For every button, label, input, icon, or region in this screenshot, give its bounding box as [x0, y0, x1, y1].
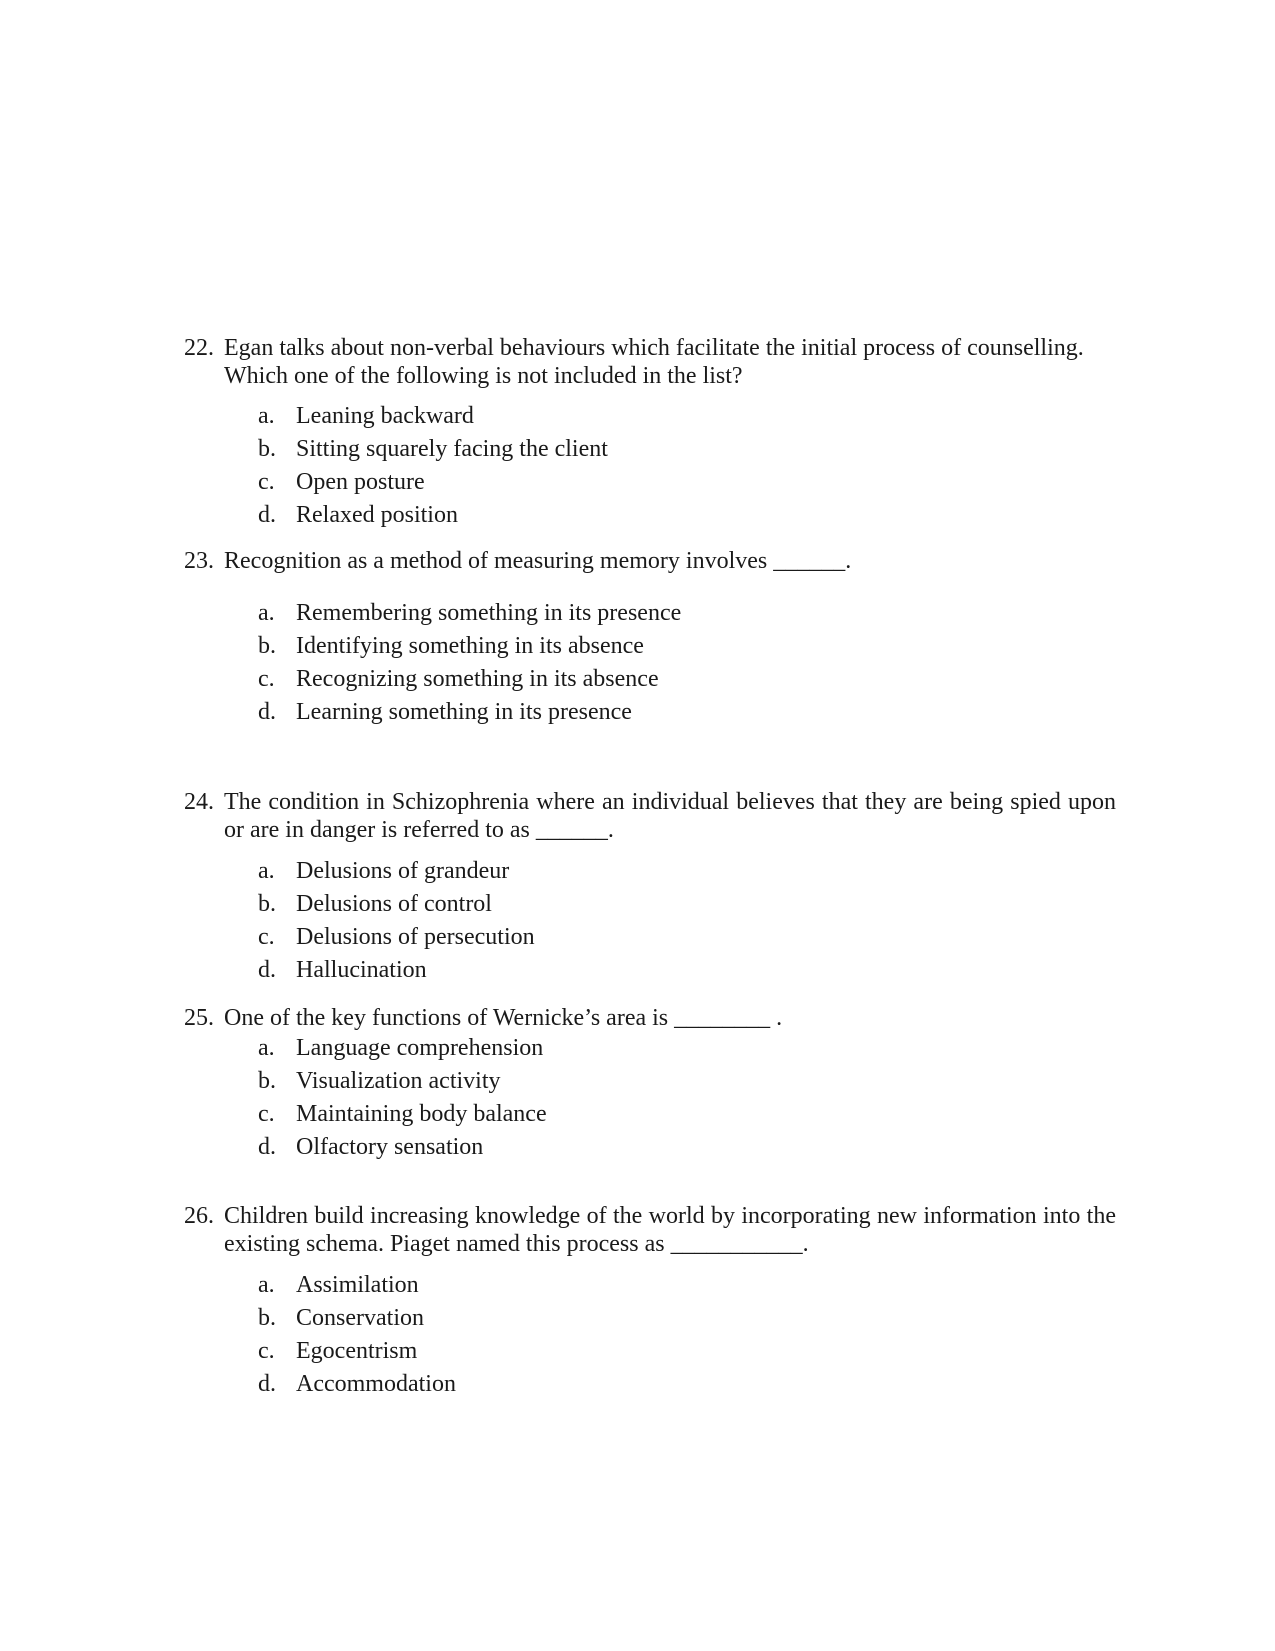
question-26: [184, 1202, 1116, 1258]
option-letter: d.: [258, 699, 276, 725]
option-text: Recognizing something in its absence: [296, 666, 659, 692]
option-text: Maintaining body balance: [296, 1101, 547, 1127]
option-letter: a.: [258, 1272, 275, 1298]
option-letter: c.: [258, 924, 275, 950]
option-item: [258, 468, 608, 501]
options-list-24: [258, 857, 535, 989]
option-text: Remembering something in its presence: [296, 600, 682, 626]
option-text: Delusions of persecution: [296, 924, 535, 950]
option-item: [258, 1100, 547, 1133]
question-number: 23.: [184, 548, 214, 574]
options-list-22: [258, 402, 608, 534]
question-number: 26.: [184, 1203, 214, 1229]
option-letter: b.: [258, 1305, 276, 1331]
option-text: Accommodation: [296, 1371, 456, 1397]
option-item: [258, 599, 681, 632]
option-item: [258, 1370, 456, 1403]
option-letter: c.: [258, 1338, 275, 1364]
options-list-25: [258, 1034, 547, 1166]
option-text: Identifying something in its absence: [296, 633, 644, 659]
question-text: One of the key functions of Wernicke’s area is ________ .: [224, 1005, 783, 1031]
option-item: [258, 857, 535, 890]
options-list-26: [258, 1271, 456, 1403]
option-letter: d.: [258, 502, 276, 528]
option-item: [258, 501, 608, 534]
option-item: [258, 1271, 456, 1304]
question-text: Egan talks about non-verbal behaviours which facilitate the initial process of counselling. Which one of the following is not included in the list?: [224, 335, 1084, 389]
option-item: [258, 1337, 456, 1370]
option-text: Open posture: [296, 469, 425, 495]
option-text: Sitting squarely facing the client: [296, 436, 608, 462]
option-letter: c.: [258, 666, 275, 692]
option-text: Hallucination: [296, 957, 427, 983]
option-text: Visualization activity: [296, 1068, 501, 1094]
option-item: [258, 956, 535, 989]
options-list-23: [258, 599, 681, 731]
option-item: [258, 632, 681, 665]
option-letter: b.: [258, 633, 276, 659]
option-letter: a.: [258, 1035, 275, 1061]
option-item: [258, 665, 681, 698]
option-text: Conservation: [296, 1305, 424, 1331]
question-text: The condition in Schizophrenia where an individual believes that they are being spied upon or are in danger is referred to as ______.: [224, 789, 1116, 843]
option-text: Language comprehension: [296, 1035, 544, 1061]
option-item: [258, 923, 535, 956]
question-text: Children build increasing knowledge of the world by incorporating new information into the existing schema. Piaget named this process as ___________.: [224, 1203, 1116, 1257]
question-25: [184, 1004, 1116, 1032]
option-text: Egocentrism: [296, 1338, 418, 1364]
option-letter: a.: [258, 600, 275, 626]
option-item: [258, 1034, 547, 1067]
question-text: Recognition as a method of measuring memory involves ______.: [224, 548, 852, 574]
question-23: [184, 547, 1116, 575]
option-text: Delusions of control: [296, 891, 492, 917]
option-letter: a.: [258, 403, 275, 429]
option-text: Delusions of grandeur: [296, 858, 510, 884]
question-22: [184, 334, 1116, 390]
option-text: Relaxed position: [296, 502, 458, 528]
option-text: Olfactory sensation: [296, 1134, 484, 1160]
question-number: 22.: [184, 335, 214, 361]
option-letter: b.: [258, 891, 276, 917]
option-item: [258, 890, 535, 923]
option-letter: c.: [258, 1101, 275, 1127]
option-letter: a.: [258, 858, 275, 884]
option-letter: b.: [258, 436, 276, 462]
option-item: [258, 402, 608, 435]
question-number: 24.: [184, 789, 214, 815]
option-text: Leaning backward: [296, 403, 474, 429]
question-24: [184, 788, 1116, 844]
option-item: [258, 1304, 456, 1337]
option-letter: c.: [258, 469, 275, 495]
option-item: [258, 1067, 547, 1100]
option-letter: d.: [258, 957, 276, 983]
option-text: Assimilation: [296, 1272, 419, 1298]
option-item: [258, 698, 681, 731]
option-item: [258, 435, 608, 468]
question-number: 25.: [184, 1005, 214, 1031]
option-item: [258, 1133, 547, 1166]
option-letter: d.: [258, 1134, 276, 1160]
option-letter: d.: [258, 1371, 276, 1397]
option-letter: b.: [258, 1068, 276, 1094]
option-text: Learning something in its presence: [296, 699, 632, 725]
